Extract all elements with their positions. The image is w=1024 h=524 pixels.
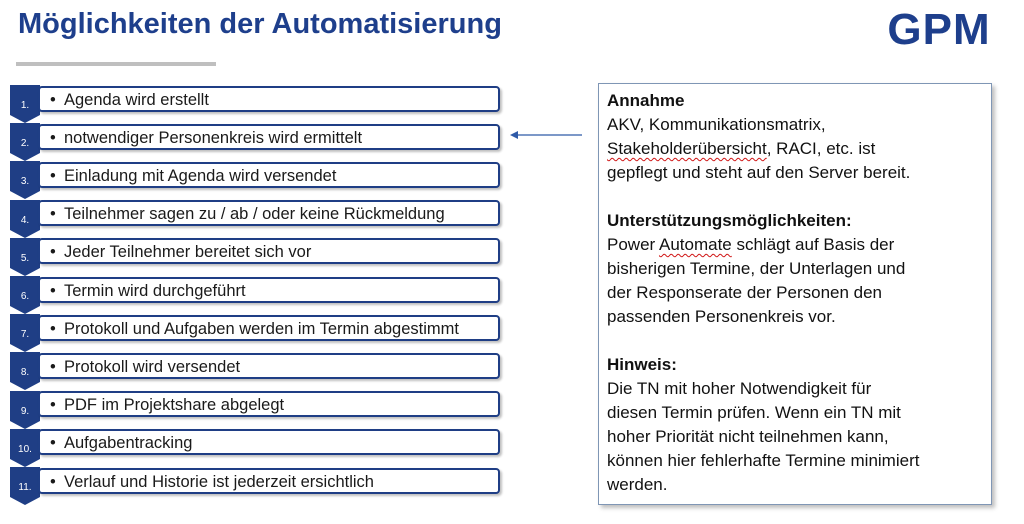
step-number: 9.	[20, 405, 30, 417]
gpm-logo	[880, 6, 998, 50]
bullet-icon: •	[50, 90, 56, 109]
step-number: 3.	[20, 176, 30, 188]
step-label	[50, 242, 494, 262]
page-title: Möglichkeiten der Automatisierung	[18, 8, 502, 40]
step-text: Protokoll wird versendet	[64, 357, 241, 376]
bullet-icon: •	[50, 434, 56, 453]
step-box	[38, 429, 500, 455]
spellcheck-word: Stakeholderübersicht	[607, 139, 767, 158]
bullet-icon: •	[50, 166, 56, 185]
step-label	[50, 319, 494, 339]
step-box	[38, 315, 500, 341]
hint-line-4: können hier fehlerhafte Termine minimiert	[607, 451, 920, 470]
step-text: Einladung mit Agenda wird versendet	[64, 166, 337, 185]
step-number: 11.	[18, 482, 32, 493]
step-text: Aufgabentracking	[64, 434, 193, 453]
annahme-heading: Annahme	[607, 91, 685, 110]
info-box	[598, 83, 992, 505]
step-label	[50, 166, 494, 186]
support-line-4: passenden Personenkreis vor.	[607, 307, 836, 326]
spellcheck-word: Automate	[658, 235, 732, 254]
hint-line-3: hoher Priorität nicht teilnehmen kann,	[607, 427, 889, 446]
step-text: Teilnehmer sagen zu / ab / oder keine Rückmeldung	[64, 205, 445, 224]
step-box	[38, 124, 500, 150]
step-box	[38, 238, 500, 264]
bullet-icon: •	[50, 357, 56, 376]
pointer-arrow-icon	[510, 125, 586, 145]
step-box	[38, 353, 500, 379]
bullet-icon: •	[50, 128, 56, 147]
bullet-icon: •	[50, 472, 56, 491]
support-pre: Power	[607, 235, 659, 254]
support-line-2: bisherigen Termine, der Unterlagen und	[607, 259, 906, 278]
step-number: 8.	[20, 367, 30, 379]
hint-line-1: Die TN mit hoher Notwendigkeit für	[607, 379, 872, 398]
bullet-icon: •	[50, 281, 56, 300]
step-number: 5.	[20, 252, 30, 264]
step-label	[50, 281, 494, 301]
step-number: 7.	[20, 329, 30, 341]
support-line-1	[607, 233, 983, 257]
step-label	[50, 472, 494, 492]
step-number: 6.	[20, 291, 30, 302]
step-text: Agenda wird erstellt	[64, 90, 209, 109]
step-box	[38, 200, 500, 226]
support-line-3: der Responserate der Personen den	[607, 283, 883, 302]
support-line-1-rest: schlägt auf Basis der	[731, 235, 895, 254]
annahme-line-2-rest: , RACI, etc. ist	[766, 139, 876, 158]
annahme-line-2	[607, 137, 983, 161]
step-label	[50, 128, 494, 148]
step-box	[38, 277, 500, 303]
step-number: 4.	[20, 214, 30, 226]
step-label	[50, 357, 494, 377]
hint-heading: Hinweis:	[607, 355, 677, 374]
bullet-icon: •	[50, 319, 56, 338]
step-label	[50, 90, 494, 110]
logo-text: GPM	[887, 6, 991, 50]
annahme-line-3: gepflegt und steht auf den Server bereit.	[607, 163, 911, 182]
step-box	[38, 391, 500, 417]
step-text: Jeder Teilnehmer bereitet sich vor	[64, 243, 312, 262]
hint-line-5: werden.	[607, 475, 668, 494]
support-heading: Unterstützungsmöglichkeiten:	[607, 211, 852, 230]
step-box	[38, 86, 500, 112]
step-label	[50, 433, 494, 453]
step-number: 10.	[18, 443, 32, 455]
step-text: Verlauf und Historie ist jederzeit ersichtlich	[64, 472, 374, 491]
step-text: PDF im Projektshare abgelegt	[64, 396, 285, 415]
step-label	[50, 395, 494, 415]
step-box	[38, 468, 500, 494]
bullet-icon: •	[50, 205, 56, 224]
bullet-icon: •	[50, 243, 56, 262]
step-number: 2.	[20, 138, 30, 150]
step-box	[38, 162, 500, 188]
hint-line-2: diesen Termin prüfen. Wenn ein TN mit	[607, 403, 901, 422]
step-number: 1.	[20, 100, 30, 111]
step-text: notwendiger Personenkreis wird ermittelt	[64, 128, 363, 147]
bullet-icon: •	[50, 396, 56, 415]
step-text: Termin wird durchgeführt	[64, 281, 246, 300]
step-label	[50, 204, 494, 224]
annahme-line-1: AKV, Kommunikationsmatrix,	[607, 115, 826, 134]
step-text: Protokoll und Aufgaben werden im Termin abgestimmt	[64, 319, 459, 338]
